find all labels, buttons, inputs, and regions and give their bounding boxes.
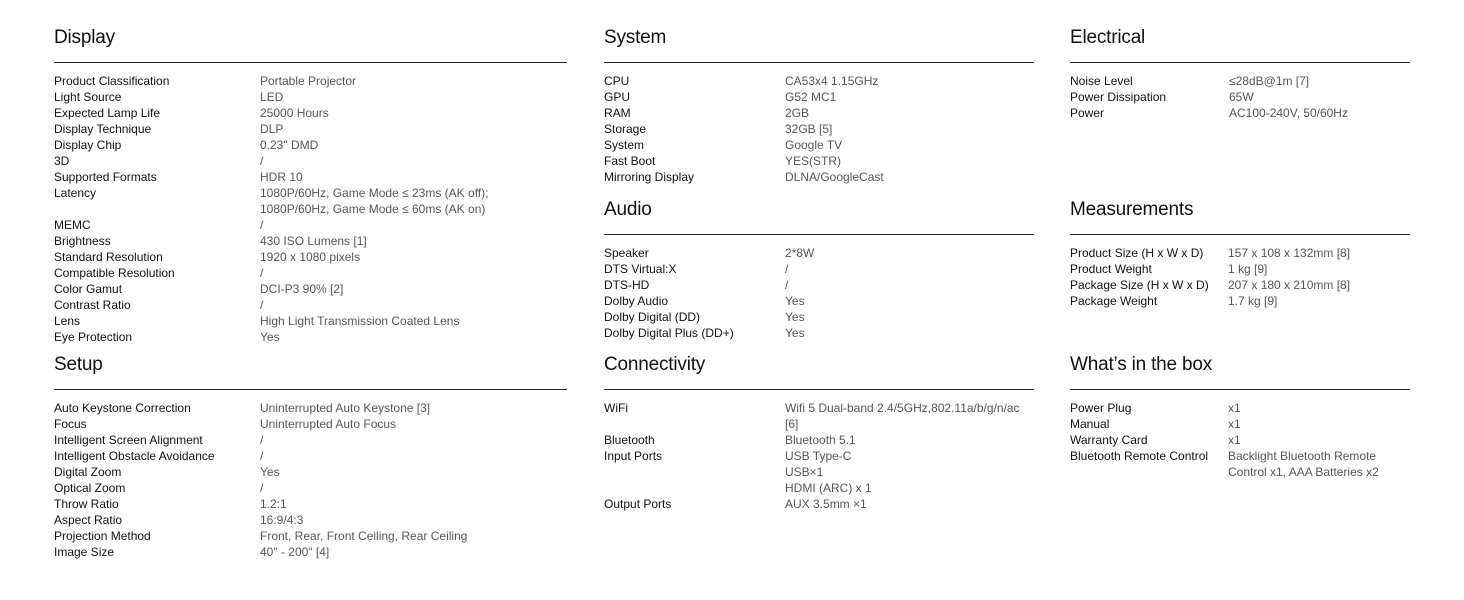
section-electrical [1070,26,1410,121]
spec-label: Fast Boot [604,154,656,168]
spec-value: G52 MC1 [785,90,837,104]
spec-value: Yes [260,330,280,344]
spec-row [604,432,1034,448]
spec-label: MEMC [54,218,91,232]
spec-value: 1.2:1 [260,497,287,511]
spec-row [1070,245,1410,261]
spec-row [604,137,1034,153]
spec-label: Product Size (H x W x D) [1070,246,1204,260]
spec-value: ≤28dB@1m [7] [1229,74,1310,88]
spec-label: Aspect Ratio [54,513,123,527]
spec-label: Auto Keystone Correction [54,401,191,415]
section-title: Measurements [1070,198,1410,235]
spec-row [604,400,1034,432]
spec-label: Intelligent Screen Alignment [54,433,203,447]
spec-value: 1080P/60Hz, Game Mode ≤ 23ms (AK off); 1080P/60Hz, Game Mode ≤ 60ms (AK on) [260,186,489,216]
spec-label: Product Weight [1070,262,1152,276]
spec-value: 430 ISO Lumens [1] [260,234,367,248]
spec-row [1070,293,1410,309]
spec-row [604,105,1034,121]
spec-label: DTS Virtual:X [604,262,677,276]
spec-value: x1 [1228,417,1241,431]
spec-list [1070,400,1410,480]
spec-label: Package Size (H x W x D) [1070,278,1209,292]
spec-label: Power [1070,106,1105,120]
spec-value: 16:9/4:3 [260,513,304,527]
spec-value: 40" - 200" [4] [260,545,330,559]
spec-value: AC100-240V, 50/60Hz [1229,106,1348,120]
spec-label: Latency [54,186,97,200]
spec-value: / [260,449,264,463]
spec-list [604,73,1034,185]
section-title: Audio [604,198,1034,235]
spec-value: 0.23" DMD [260,138,319,152]
spec-row [604,496,1034,512]
spec-label: Display Chip [54,138,122,152]
spec-value: / [260,298,264,312]
spec-value: x1 [1228,433,1241,447]
section-title: Setup [54,353,567,390]
spec-value: Google TV [785,138,843,152]
section-measurements [1070,198,1410,309]
spec-value: 1920 x 1080 pixels [260,250,361,264]
spec-value: LED [260,90,284,104]
spec-label: Output Ports [604,497,672,511]
spec-label: Light Source [54,90,122,104]
spec-row [1070,73,1410,89]
spec-row [54,281,567,297]
spec-label: Power Dissipation [1070,90,1167,104]
spec-label: Dolby Audio [604,294,669,308]
spec-list [604,400,1034,512]
spec-value: DLP [260,122,284,136]
spec-value: Yes [785,326,805,340]
spec-value: CA53x4 1.15GHz [785,74,879,88]
spec-row [1070,277,1410,293]
spec-value: / [785,262,789,276]
spec-label: Dolby Digital Plus (DD+) [604,326,734,340]
spec-label: Noise Level [1070,74,1133,88]
spec-row [54,400,567,416]
spec-row [54,185,567,217]
spec-list [54,400,567,560]
spec-value: 157 x 108 x 132mm [8] [1228,246,1351,260]
spec-label: GPU [604,90,631,104]
spec-row [604,293,1034,309]
spec-label: 3D [54,154,70,168]
section-audio [604,198,1034,341]
spec-value: DLNA/GoogleCast [785,170,884,184]
spec-row [604,73,1034,89]
spec-label: Mirroring Display [604,170,695,184]
spec-label: Compatible Resolution [54,266,175,280]
spec-label: Optical Zoom [54,481,126,495]
spec-value: Uninterrupted Auto Focus [260,417,397,431]
spec-value: AUX 3.5mm ×1 [785,497,867,511]
spec-row [604,277,1034,293]
spec-label: Focus [54,417,87,431]
spec-row [604,153,1034,169]
spec-label: Digital Zoom [54,465,122,479]
spec-value: Bluetooth 5.1 [785,433,856,447]
spec-label: WiFi [604,401,628,415]
section-display [54,26,567,345]
spec-label: Image Size [54,545,115,559]
spec-label: Eye Protection [54,330,133,344]
spec-label: Expected Lamp Life [54,106,161,120]
spec-row [54,448,567,464]
section-connectivity [604,353,1034,512]
spec-row [54,496,567,512]
spec-row [54,528,567,544]
spec-label: Speaker [604,246,649,260]
spec-label: Manual [1070,417,1110,431]
section-setup [54,353,567,560]
spec-list [54,73,567,345]
spec-row [1070,400,1410,416]
spec-label: Dolby Digital (DD) [604,310,701,324]
spec-row [1070,261,1410,277]
spec-label: Projection Method [54,529,151,543]
spec-value: Yes [785,294,805,308]
spec-value: / [260,481,264,495]
spec-label: Power Plug [1070,401,1132,415]
spec-row [54,544,567,560]
spec-row [54,217,567,233]
spec-value: USB Type-C USB×1 HDMI (ARC) x 1 [785,449,872,495]
spec-value: YES(STR) [785,154,842,168]
spec-row [54,249,567,265]
spec-label: DTS-HD [604,278,650,292]
section-title: Display [54,26,567,63]
spec-list [1070,245,1410,309]
spec-label: Bluetooth Remote Control [1070,449,1209,463]
spec-value: 1.7 kg [9] [1228,294,1278,308]
spec-row [54,121,567,137]
section-title: Electrical [1070,26,1410,63]
spec-label: Color Gamut [54,282,123,296]
spec-label: RAM [604,106,631,120]
spec-row [54,313,567,329]
spec-row [54,297,567,313]
spec-row [54,329,567,345]
spec-row [54,432,567,448]
spec-value: Wifi 5 Dual-band 2.4/5GHz,802.11a/b/g/n/ac [6] [785,401,1020,431]
spec-row [604,89,1034,105]
spec-value: Uninterrupted Auto Keystone [3] [260,401,431,415]
spec-value: 1 kg [9] [1228,262,1268,276]
spec-value: / [260,218,264,232]
spec-value: High Light Transmission Coated Lens [260,314,460,328]
spec-row [604,261,1034,277]
spec-value: Portable Projector [260,74,357,88]
spec-value: 65W [1229,90,1254,104]
spec-label: Package Weight [1070,294,1158,308]
spec-value: 25000 Hours [260,106,329,120]
spec-label: System [604,138,645,152]
spec-label: Contrast Ratio [54,298,131,312]
spec-row [604,245,1034,261]
spec-row [1070,432,1410,448]
spec-row [604,169,1034,185]
spec-label: Display Technique [54,122,152,136]
section-title: What’s in the box [1070,353,1410,390]
spec-list [604,245,1034,341]
spec-list [1070,73,1410,121]
spec-row [54,153,567,169]
spec-row [54,265,567,281]
section-system [604,26,1034,185]
spec-value: / [260,266,264,280]
spec-row [1070,105,1410,121]
spec-label: Storage [604,122,647,136]
spec-row [54,464,567,480]
spec-label: Brightness [54,234,111,248]
section-title: System [604,26,1034,63]
spec-label: Supported Formats [54,170,157,184]
section-whats-in-the-box [1070,353,1410,480]
spec-row [54,233,567,249]
spec-row [54,512,567,528]
spec-value: 207 x 180 x 210mm [8] [1228,278,1351,292]
spec-label: Bluetooth [604,433,655,447]
spec-row [604,325,1034,341]
spec-row [54,480,567,496]
spec-value: HDR 10 [260,170,303,184]
spec-label: Input Ports [604,449,663,463]
spec-value: DCI-P3 90% [2] [260,282,344,296]
spec-row [604,309,1034,325]
spec-label: CPU [604,74,630,88]
spec-value: 2GB [785,106,810,120]
spec-row [54,137,567,153]
spec-label: Product Classification [54,74,170,88]
spec-row [54,89,567,105]
spec-row [54,105,567,121]
spec-label: Intelligent Obstacle Avoidance [54,449,215,463]
spec-value: / [785,278,789,292]
section-title: Connectivity [604,353,1034,390]
spec-row [54,169,567,185]
spec-value: Front, Rear, Front Ceiling, Rear Ceiling [260,529,468,543]
spec-label: Warranty Card [1070,433,1148,447]
spec-row [1070,416,1410,432]
spec-value: Backlight Bluetooth Remote Control x1, AAA Batteries x2 [1228,449,1379,479]
spec-value: / [260,154,264,168]
spec-row [604,448,1034,496]
spec-value: 2*8W [785,246,815,260]
spec-label: Lens [54,314,81,328]
spec-row [54,73,567,89]
spec-value: Yes [785,310,805,324]
spec-value: 32GB [5] [785,122,833,136]
spec-value: / [260,433,264,447]
spec-row [1070,89,1410,105]
spec-label: Standard Resolution [54,250,163,264]
spec-row [1070,448,1410,480]
spec-value: x1 [1228,401,1241,415]
spec-value: Yes [260,465,280,479]
spec-label: Throw Ratio [54,497,119,511]
spec-row [604,121,1034,137]
spec-row [54,416,567,432]
